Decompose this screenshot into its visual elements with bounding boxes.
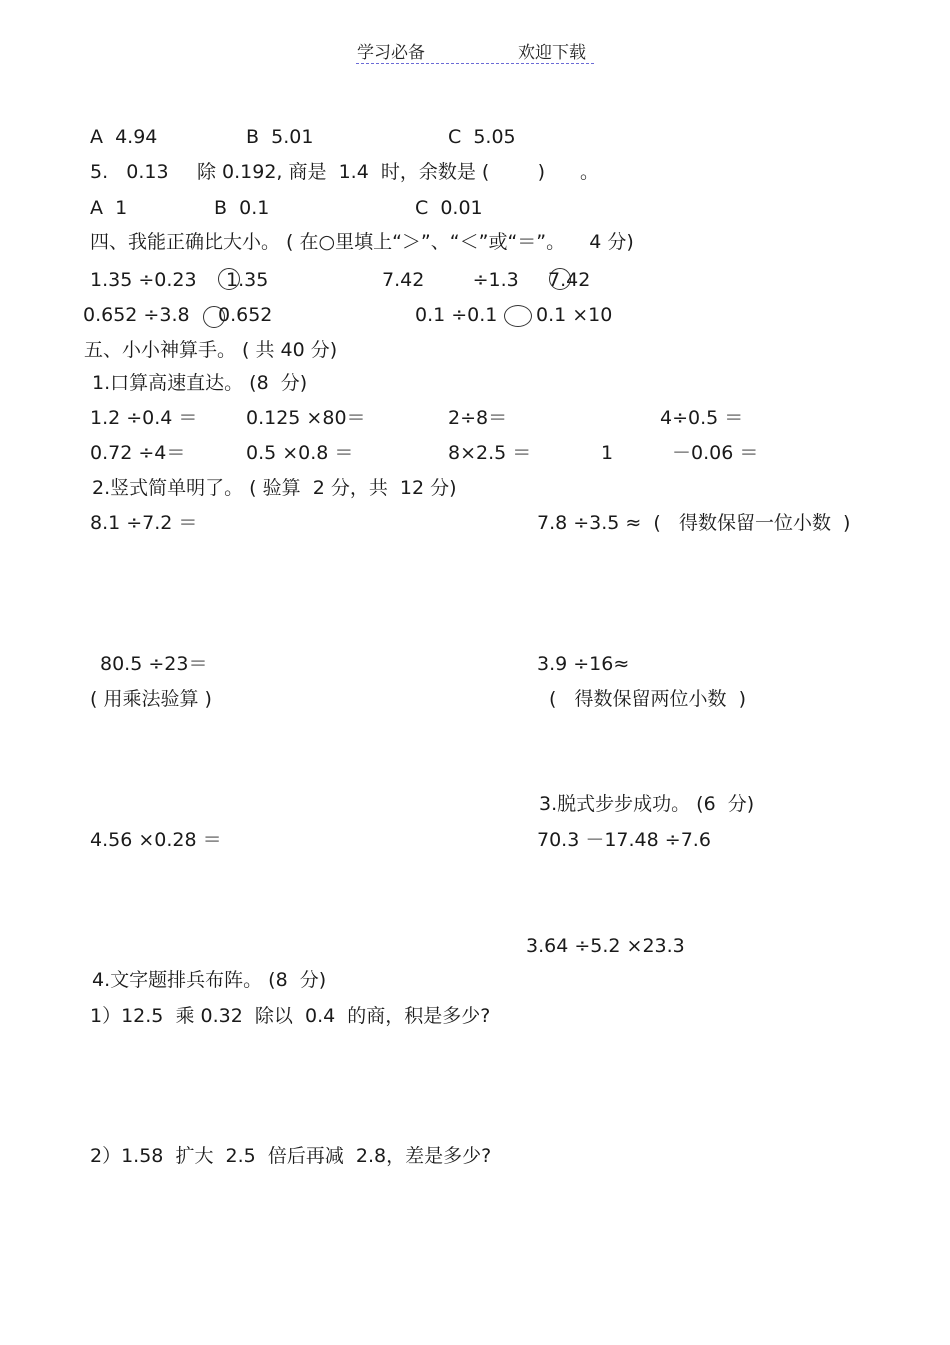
- word-problem-1: 1）12.5 乘 0.32 除以 0.4 的商，积是多少?: [90, 1005, 491, 1027]
- compare-1-left: 1.35 ÷0.23: [90, 269, 197, 291]
- vertical-3: 80.5 ÷23＝: [100, 653, 208, 675]
- oral-2-1: 0.72 ÷4＝: [90, 442, 186, 464]
- subsection1-title: 1.口算高速直达。 (8 分): [92, 372, 308, 394]
- section5-title: 五、小小神算手。 ( 共 40 分): [84, 339, 338, 361]
- vertical-3-note: ( 用乘法验算 ): [90, 688, 212, 710]
- vertical-5: 4.56 ×0.28 ＝: [90, 829, 222, 851]
- compare-2-right: 7.42: [548, 269, 591, 291]
- expression-2: 3.64 ÷5.2 ×23.3: [526, 935, 685, 957]
- q5-end: 。: [580, 161, 600, 183]
- oral-1-2: 0.125 ×80＝: [246, 407, 366, 429]
- option-c: C 5.05: [448, 126, 516, 148]
- expression-1: 70.3 －17.48 ÷7.6: [537, 829, 711, 851]
- oral-2-5: －0.06 ＝: [672, 442, 759, 464]
- q5-number: 5. 0.13: [90, 161, 169, 183]
- compare-2-left: 7.42 ÷1.3: [382, 269, 519, 291]
- word-problem-2: 2）1.58 扩大 2.5 倍后再减 2.8，差是多少?: [90, 1145, 492, 1167]
- oral-2-3: 8×2.5 ＝: [448, 442, 532, 464]
- oral-2-2: 0.5 ×0.8 ＝: [246, 442, 354, 464]
- q5-option-b: B 0.1: [214, 197, 270, 219]
- oral-2-4: 1: [601, 442, 614, 464]
- compare-4-right: 0.1 ×10: [536, 304, 613, 326]
- compare-circle-4[interactable]: [504, 305, 532, 327]
- header-left: 学习必备: [357, 43, 425, 63]
- section4-title: 四、我能正确比大小。 ( 在○里填上“＞”、“＜”或“＝”。 4 分): [90, 231, 634, 253]
- compare-1-right: 1.35: [226, 269, 269, 291]
- vertical-1: 8.1 ÷7.2 ＝: [90, 512, 198, 534]
- compare-3-right: 0.652: [218, 304, 273, 326]
- compare-3-left: 0.652 ÷3.8: [83, 304, 190, 326]
- oral-1-4: 4÷0.5 ＝: [660, 407, 744, 429]
- q5-option-a: A 1: [90, 197, 128, 219]
- subsection3-title: 3.脱式步步成功。 (6 分): [539, 793, 755, 815]
- compare-4-left: 0.1 ÷0.1: [415, 304, 498, 326]
- oral-1-1: 1.2 ÷0.4 ＝: [90, 407, 198, 429]
- subsection2-title: 2.竖式简单明了。 ( 验算 2 分，共 12 分): [92, 477, 457, 499]
- option-b: B 5.01: [246, 126, 314, 148]
- q5-option-c: C 0.01: [415, 197, 483, 219]
- header-right: 欢迎下载: [518, 43, 586, 63]
- option-a: A 4.94: [90, 126, 158, 148]
- oral-1-3: 2÷8＝: [448, 407, 508, 429]
- vertical-2: 7.8 ÷3.5 ≈ ( 得数保留一位小数 ): [537, 512, 851, 534]
- q5-text: 除 0.192, 商是 1.4 时，余数是 ( ): [197, 161, 546, 183]
- vertical-4: 3.9 ÷16≈: [537, 653, 630, 675]
- vertical-4-note: ( 得数保留两位小数 ): [549, 688, 747, 710]
- subsection4-title: 4.文字题排兵布阵。 (8 分): [92, 969, 327, 991]
- header-divider: [356, 63, 594, 64]
